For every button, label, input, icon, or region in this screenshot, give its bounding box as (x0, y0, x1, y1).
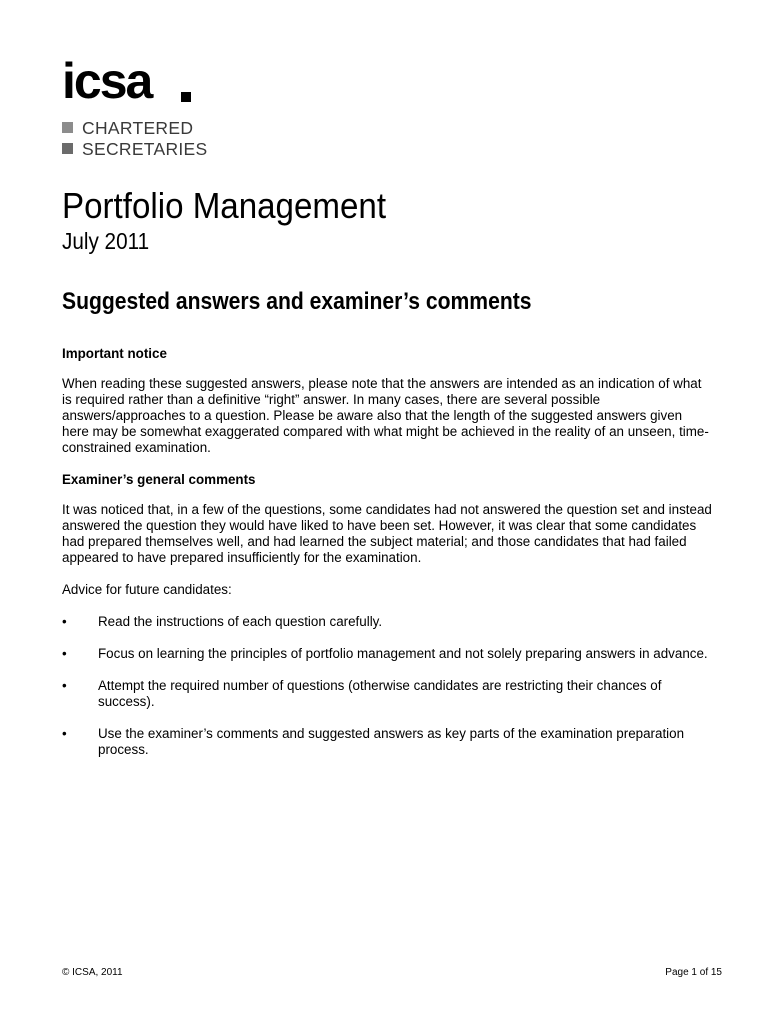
important-notice-heading: Important notice (62, 346, 167, 361)
advice-list (62, 614, 712, 758)
general-comments-heading: Examiner’s general comments (62, 472, 256, 487)
list-item-text: Use the examiner’s comments and suggested answers as key parts of the examination preparation process. (98, 726, 685, 757)
logo-dot (181, 92, 191, 102)
general-comments-text: It was noticed that, in a few of the questions, some candidates had not answered the question set and instead answered the question they would have liked to have been set. However, it was clear that some candidates had prepared themselves well, and had learned the subject material; and those candidates that had failed appeared to have prepared insufficiently for the examination. (62, 502, 712, 565)
bullet-icon: • (62, 678, 67, 693)
list-item (62, 646, 712, 662)
logo-square-icon (62, 143, 73, 154)
advice-intro: Advice for future candidates: (62, 582, 232, 597)
bullet-icon: • (62, 614, 67, 629)
logo-square-icon (62, 122, 73, 133)
list-item-text: Read the instructions of each question carefully. (98, 614, 383, 629)
list-item (62, 726, 712, 758)
list-item (62, 678, 712, 710)
logo-text-secretaries: SECRETARIES (82, 139, 208, 159)
document-title: Portfolio Management (62, 185, 387, 226)
page-number: Page 1 of 15 (665, 967, 722, 978)
main-content (62, 346, 712, 774)
copyright-text: © ICSA, 2011 (62, 967, 123, 978)
logo-wordmark: icsa (62, 53, 152, 109)
list-item-text: Attempt the required number of questions (otherwise candidates are restricting their chances of success). (98, 678, 662, 709)
important-notice-text: When reading these suggested answers, please note that the answers are intended as an indication of what is required rather than a definitive “right” answer. In many cases, there are several possible answers/approaches to a question. Please be aware also that the length of the suggested answers given here may be somewhat exaggerated compared with what might be achieved in the reality of an unseen, time-constrained examination. (62, 376, 709, 455)
bullet-icon: • (62, 726, 67, 741)
document-subtitle: Suggested answers and examiner’s comments (62, 288, 532, 315)
list-item (62, 614, 712, 630)
icsa-logo (62, 53, 208, 166)
list-item-text: Focus on learning the principles of portfolio management and not solely preparing answers in advance. (98, 646, 708, 661)
bullet-icon: • (62, 646, 67, 661)
logo-text-chartered: CHARTERED (82, 118, 194, 138)
document-date: July 2011 (62, 228, 150, 254)
